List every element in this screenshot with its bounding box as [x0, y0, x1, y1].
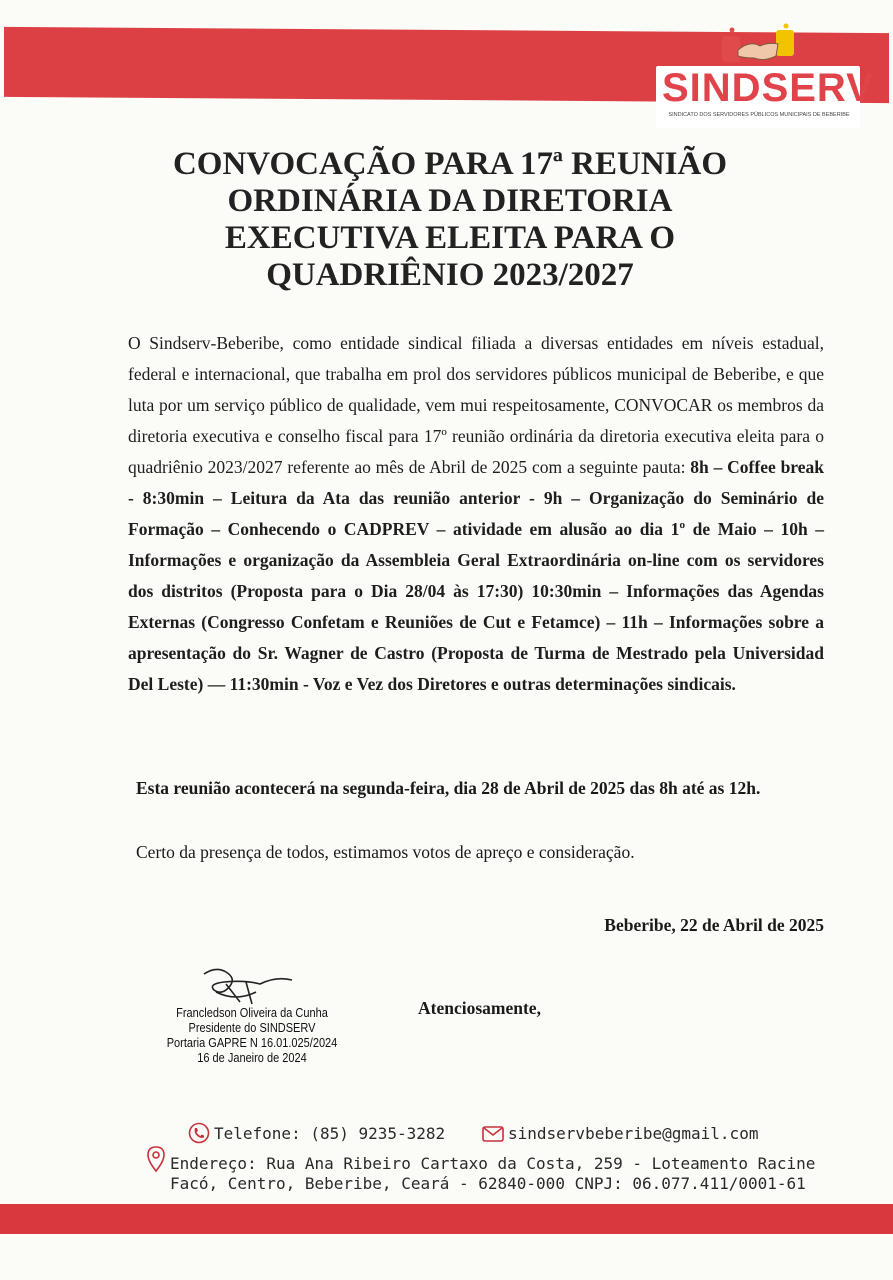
footer-phone: Telefone: (85) 9235-3282 — [214, 1124, 446, 1143]
body-intro: O Sindserv-Beberibe, como entidade sindical filiada a diversas entidades em níveis estadual, federal e internacional, que trabalha em prol dos servidores públicos municipal de Beberibe, e que luta por um serviço público de qualidade, vem mui respeitosamente, CONVOCAR os membros da diretoria executiva e conselho fiscal para 17º reunião ordinária da diretoria executiva eleita para o quadriênio 2023/2027 referente ao mês de Abril de 2025 com a seguinte pauta: — [128, 333, 824, 477]
signer-name: Francledson Oliveira da Cunha — [176, 1006, 328, 1020]
regards-text: Atenciosamente, — [418, 998, 541, 1018]
footer-email: sindservbeberibe@gmail.com — [508, 1124, 759, 1143]
handshake-icon — [718, 22, 798, 70]
brand-name: SINDSERV — [662, 66, 874, 110]
meeting-info: Esta reunião acontecerá na segunda-feira, dia 28 de Abril de 2025 das 8h até as 12h. — [136, 778, 761, 798]
mail-icon — [482, 1126, 504, 1142]
signature-scribble — [196, 962, 306, 1008]
signer-date: 16 de Janeiro de 2024 — [197, 1051, 307, 1065]
footer-address-2: Facó, Centro, Beberibe, Ceará - 62840-000 CNPJ: 06.077.411/0001-61 — [170, 1174, 806, 1193]
signer-role: Presidente do SINDSERV — [188, 1021, 316, 1035]
location-pin-icon — [146, 1146, 166, 1172]
signer-block — [164, 1006, 340, 1066]
footer-address-1: Endereço: Rua Ana Ribeiro Cartaxo da Costa, 259 - Loteamento Racine — [170, 1154, 816, 1173]
closing-text: Certo da presença de todos, estimamos votos de apreço e consideração. — [136, 842, 635, 862]
footer-band — [0, 1204, 893, 1234]
brand-subtitle: SINDICATO DOS SERVIDORES PÚBLICOS MUNICIPAIS DE BEBERIBE — [668, 112, 850, 118]
convocation-body — [128, 328, 824, 700]
sindserv-logo — [656, 22, 874, 130]
body-agenda: 8h – Coffee break - 8:30min – Leitura da Ata das reunião anterior - 9h – Organização do Seminário de Formação – Conhecendo o CADPREV – atividade em alusão ao dia 1º de Maio – 10h – Informações e organização da Assembleia Geral Extraordinária on-line com os servidores dos distritos (Proposta para o Dia 28/04 às 17:30) 10:30min – Informações das Agendas Externas (Congresso Confetam e Reuniões de Cut e Fetamce) – 11h – Informações sobre a apresentação do Sr. Wagner de Castro (Proposta de Turma de Mestrado pela Universidad Del Leste) — 11:30min - Voz e Vez dos Diretores e outras determinações sindicais. — [128, 457, 824, 694]
page-title: CONVOCAÇÃO PARA 17ª REUNIÃO ORDINÁRIA DA DIRETORIA EXECUTIVA ELEITA PARA O QUADRIÊNIO 2023/2027 — [172, 146, 728, 293]
phone-icon — [188, 1122, 210, 1144]
signer-portaria: Portaria GAPRE N 16.01.025/2024 — [166, 1036, 338, 1050]
place-date: Beberibe, 22 de Abril de 2025 — [604, 915, 824, 935]
